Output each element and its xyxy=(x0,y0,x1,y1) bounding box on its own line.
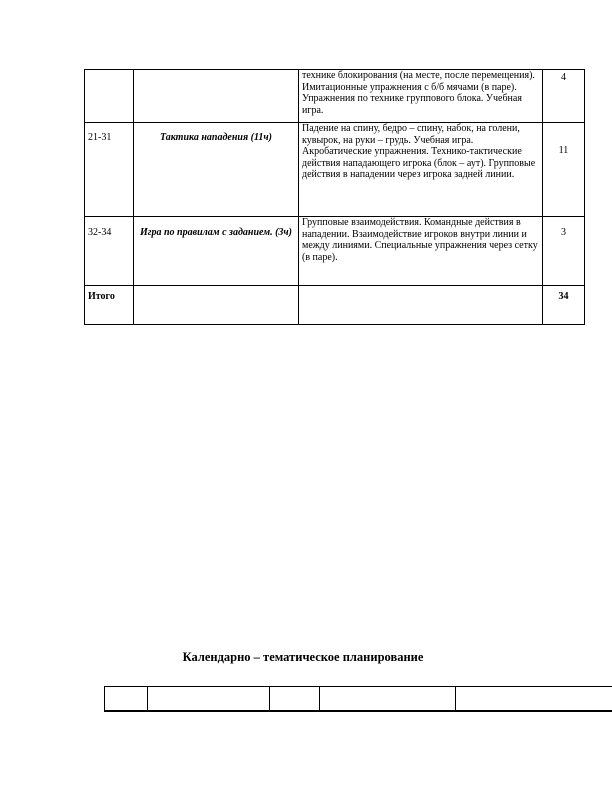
total-label-cell: Итого xyxy=(85,286,134,325)
table-cell xyxy=(456,687,612,712)
topic-cell xyxy=(134,286,299,325)
content-cell: Падение на спину, бедро – спину, набок, на голени, кувырок, на руки – грудь. Учебная игра. Акробатические упражнения. Технико-тактические действия нападающего игрока (блок – аут). Групповые действия в нападении через игрока задней линии. xyxy=(299,123,543,217)
table-cell xyxy=(105,687,148,712)
curriculum-table xyxy=(84,69,585,325)
content-cell: технике блокирования (на месте, после перемещения). Имитационные упражнения с б/б мячами (в паре). Упражнения по технике группового блока. Учебная игра. xyxy=(299,70,543,123)
content-cell: Групповые взаимодействия. Командные действия в нападении. Взаимодействие игроков внутри линии и между линиями. Специальные упражнения через сетку (в паре). xyxy=(299,217,543,286)
calendar-heading-block xyxy=(0,650,612,665)
table-row xyxy=(105,687,612,712)
table-cell xyxy=(320,687,456,712)
topic-cell: Игра по правилам с заданием. (3ч) xyxy=(134,217,299,286)
total-row xyxy=(85,286,585,325)
hours-cell: 3 xyxy=(543,217,585,286)
table-cell xyxy=(270,687,320,712)
topic-cell xyxy=(134,70,299,123)
lesson-number-cell: 21-31 xyxy=(85,123,134,217)
hours-cell: 11 xyxy=(543,123,585,217)
table-cell xyxy=(148,687,270,712)
table-row xyxy=(85,217,585,286)
calendar-table xyxy=(104,686,612,712)
page-title: Календарно – тематическое планирование xyxy=(182,650,424,664)
lesson-number-cell: 32-34 xyxy=(85,217,134,286)
topic-cell: Тактика нападения (11ч) xyxy=(134,123,299,217)
lesson-number-cell xyxy=(85,70,134,123)
table-row xyxy=(85,70,585,123)
total-hours-cell: 34 xyxy=(543,286,585,325)
content-cell xyxy=(299,286,543,325)
hours-cell: 4 xyxy=(543,70,585,123)
table-row xyxy=(85,123,585,217)
